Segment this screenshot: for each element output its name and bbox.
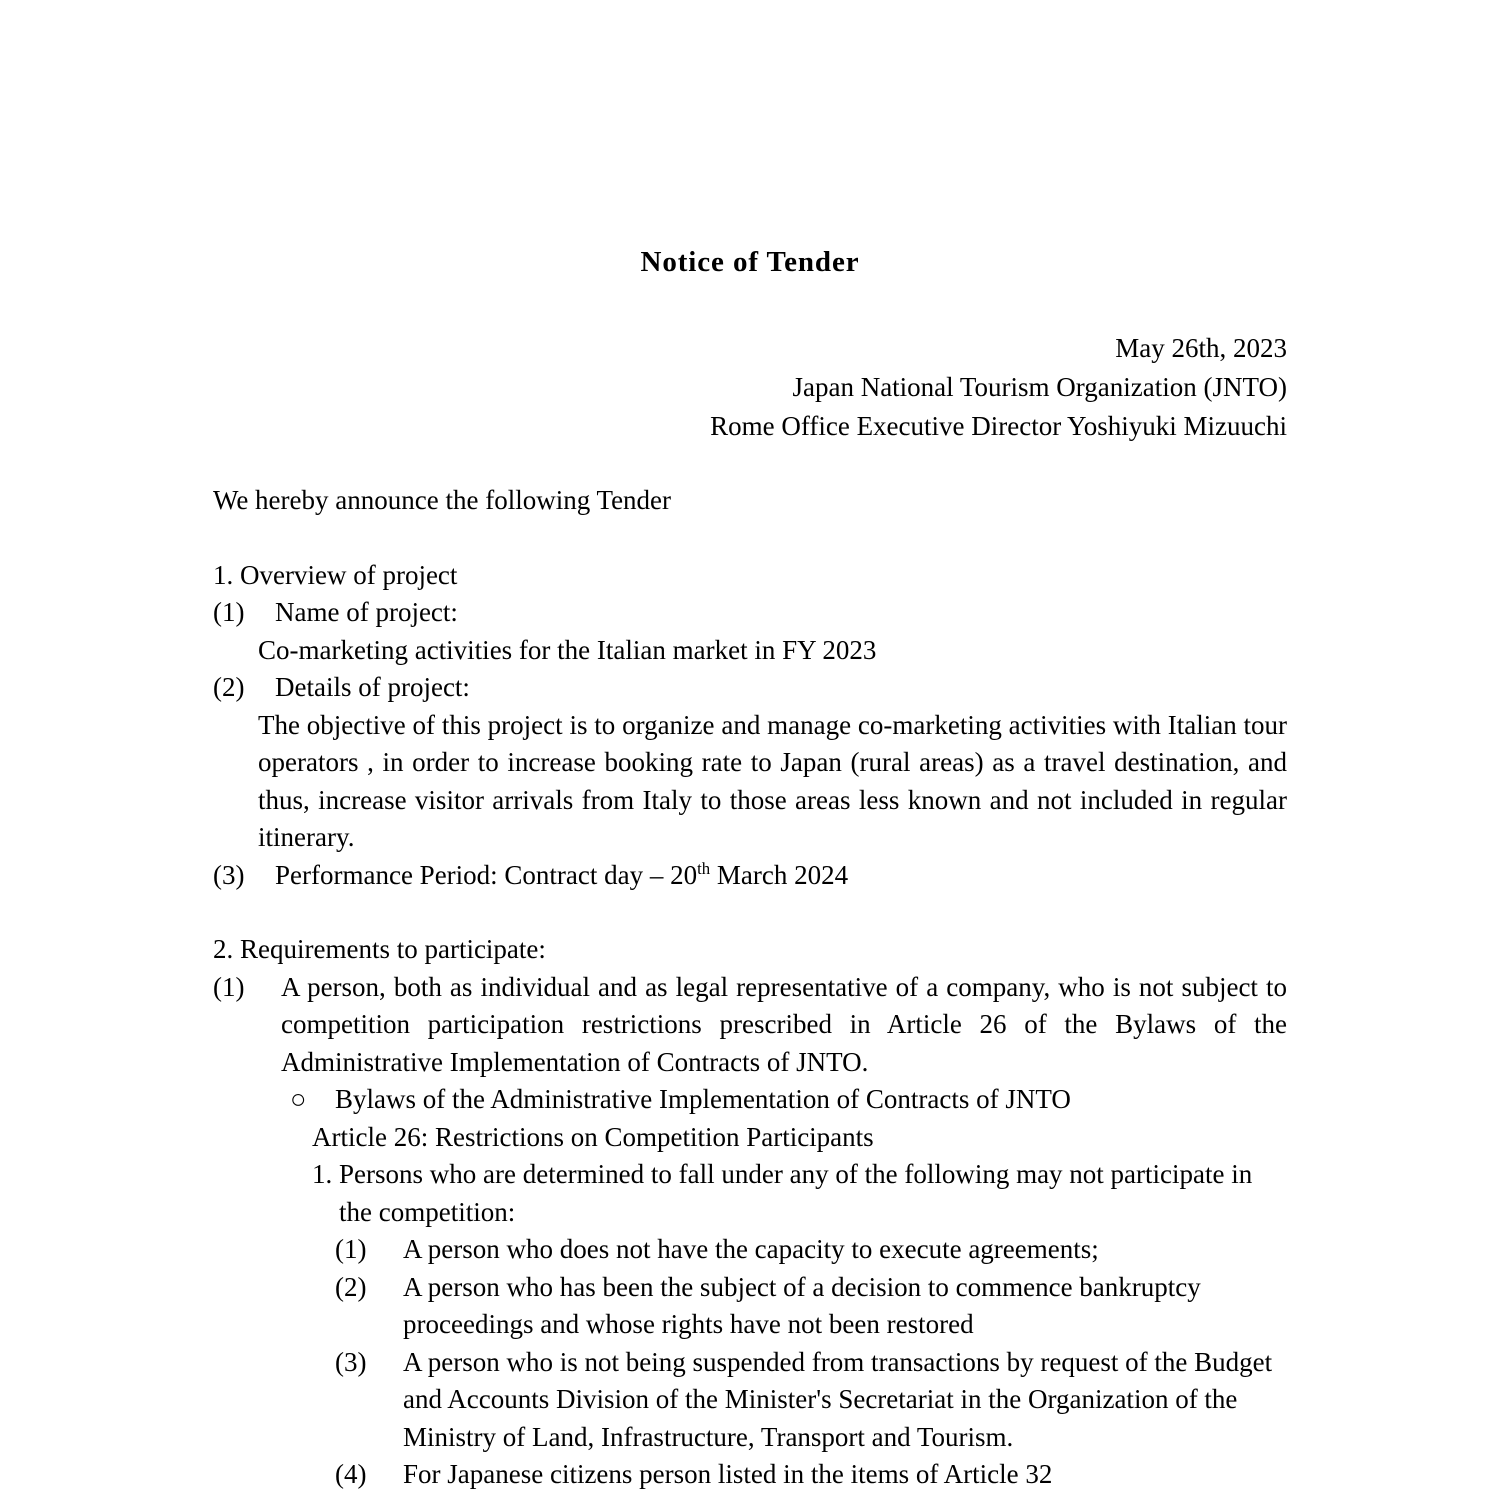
section2-item1-text: A person, both as individual and as legal representative of a company, who is not subject to competition participation restrictions prescribed in Article 26 of the Bylaws of the Administrative Implementation of Contracts of JNTO. [281,971,1287,1077]
sub-item-1-marker: (1) [335,1234,367,1264]
sub-item-2 [335,1269,1287,1344]
sub-item-3-text: A person who is not being suspended from transactions by request of the Budget and Accounts Division of the Minister's Secretariat in the Organization of the Ministry of Land, Infrastructure, Transport and Tourism. [403,1346,1273,1452]
section1-item3-value [275,857,1287,895]
sub-item-3-marker: (3) [335,1346,367,1377]
article-heading: Article 26: Restrictions on Competition Participants [312,1121,874,1152]
issuing-organization: Japan National Tourism Organization (JNTO) [792,372,1287,402]
announcement-text: We hereby announce the following Tender [213,485,672,515]
sub-item-4-marker: (4) [335,1459,367,1489]
section1-item1-label: Name of project: [275,597,458,627]
clause-1 [312,1156,1287,1231]
clause-1-marker: 1. [312,1159,333,1189]
spacer [213,894,1287,931]
signature-block [213,329,1287,446]
performance-period-text-before: Performance Period: Contract day – 20 [275,859,698,890]
sub-item-2-marker: (2) [335,1271,367,1302]
document-content [213,243,1287,1494]
sub-item-4-text: For Japanese citizens person listed in the items of Article 32 [403,1459,1053,1489]
section1-item3-marker: (3) [213,859,245,890]
section1-item2-value: The objective of this project is to organize and manage co-marketing activities with Italian tour operators , in order to increase booking rate to Japan (rural areas) as a travel destination, and thus, increase visitor arrivals from Italy to those areas less known and not included in regular itinerary. [258,709,1287,852]
performance-period-text-after: March 2024 [710,859,849,890]
section2-item1-marker: (1) [213,971,245,1002]
signatory-name: Rome Office Executive Director Yoshiyuki Mizuuchi [710,411,1287,441]
clause-1-text: Persons who are determined to fall under any of the following may not participate in the competition: [339,1159,1253,1227]
sub-item-1-text: A person who does not have the capacity to execute agreements; [403,1234,1099,1264]
section1-heading: 1. Overview of project [213,559,458,590]
sub-item-4 [335,1456,1287,1494]
section1-item1-value: Co-marketing activities for the Italian market in FY 2023 [258,634,877,665]
circle-bullet-icon: ○ [290,1084,307,1114]
section1-item2 [213,669,1287,707]
section1-item2-label: Details of project: [275,672,470,702]
section2-heading: 2. Requirements to participate: [213,934,546,964]
section2-item1 [213,969,1287,1082]
sub-item-1 [335,1231,1287,1269]
bylaws-title: Bylaws of the Administrative Implementation of Contracts of JNTO [335,1084,1071,1114]
page-title: Notice of Tender [640,246,860,278]
bylaws-reference [290,1081,1287,1119]
sub-item-2-text: A person who has been the subject of a decision to commence bankruptcy proceedings and whose rights have not been restored [403,1271,1201,1339]
section1-item1 [213,594,1287,632]
spacer [213,520,1287,557]
document-date: May 26th, 2023 [1115,333,1287,363]
section1-item3 [213,857,1287,895]
performance-period-ordinal-suffix: th [697,858,711,878]
section1-item2-marker: (2) [213,672,245,702]
sub-item-3 [335,1344,1287,1457]
section1-item1-marker: (1) [213,597,245,627]
spacer [213,446,1287,482]
